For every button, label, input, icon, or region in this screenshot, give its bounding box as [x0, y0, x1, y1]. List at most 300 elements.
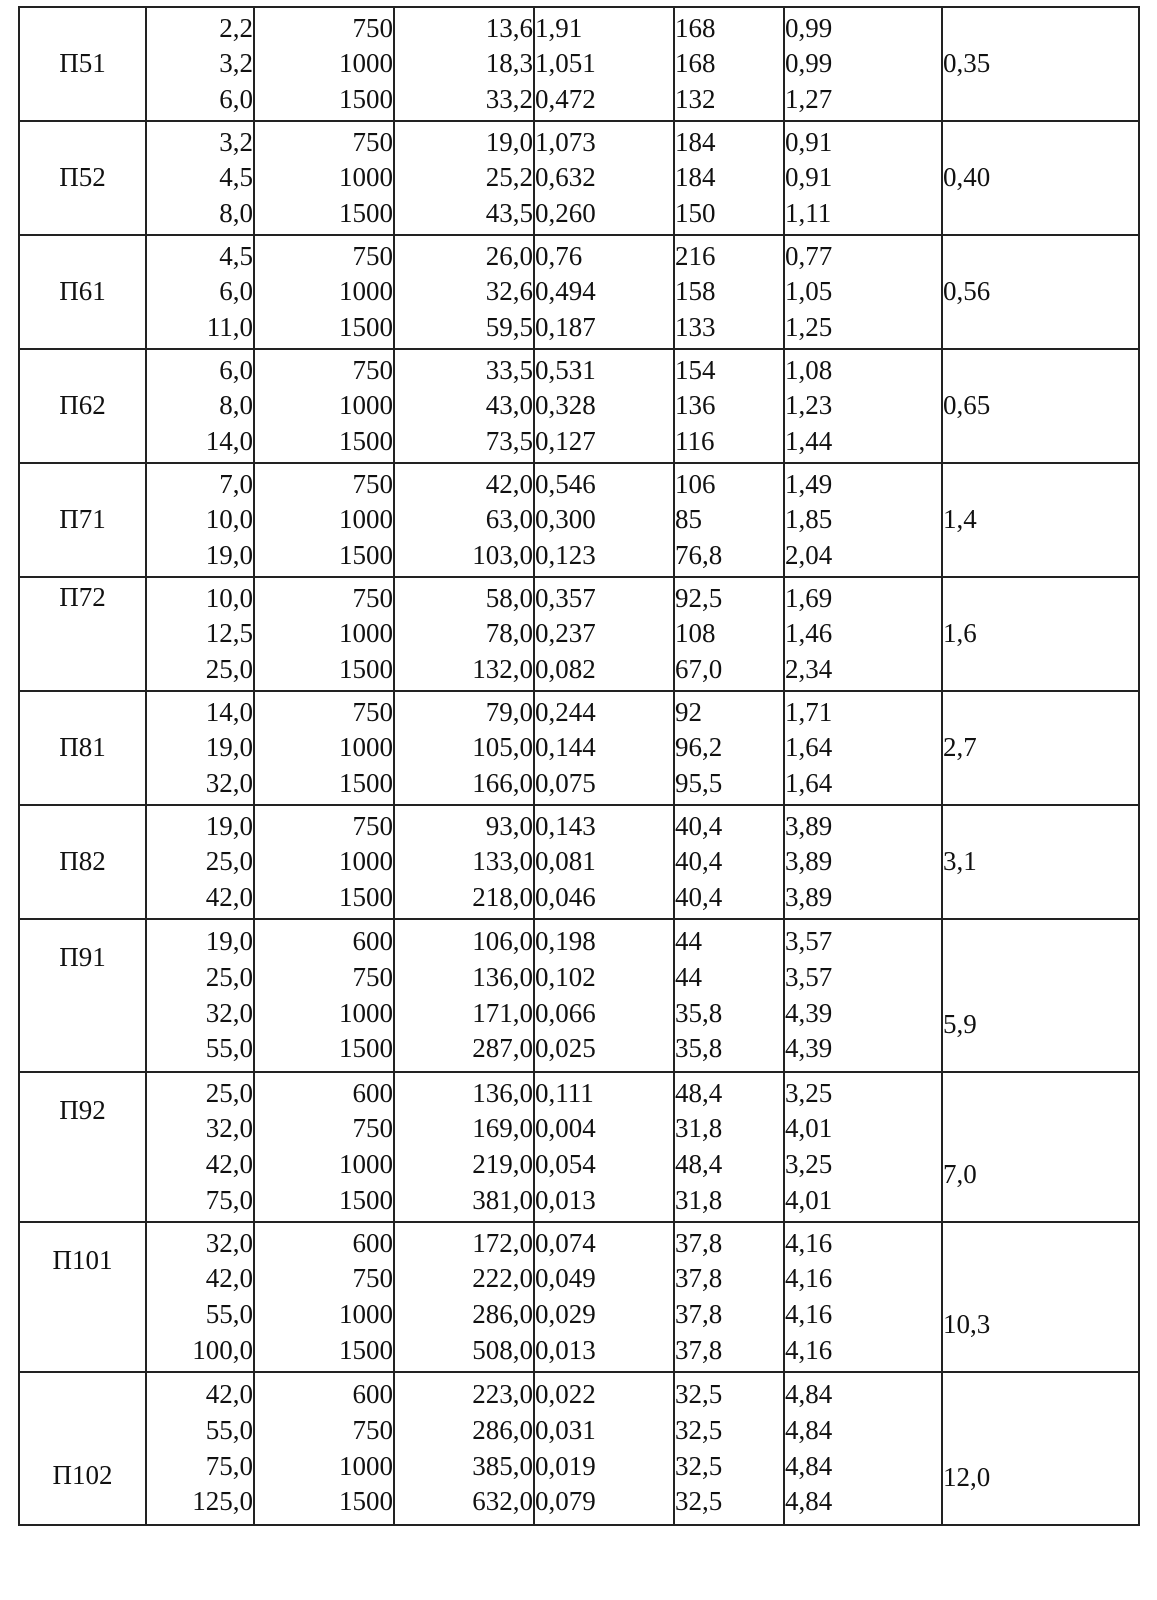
- value-line: 43,0: [485, 390, 533, 421]
- value-line: 1,08: [785, 354, 833, 385]
- value-line: 154: [675, 354, 716, 385]
- value-line: 6,0: [219, 83, 253, 114]
- value-line: 19,0: [205, 732, 253, 763]
- value-line: 0,127: [535, 425, 596, 456]
- value-line: 750: [352, 12, 393, 43]
- value-line: 216: [675, 240, 716, 271]
- speed-cell: [254, 1222, 394, 1372]
- value-line: 0,075: [535, 767, 596, 798]
- value-line: 33,5: [485, 354, 533, 385]
- model-label: П72: [59, 582, 106, 612]
- value-line: 750: [352, 582, 393, 613]
- last-value: 7,0: [943, 1159, 977, 1190]
- value-line: 42,0: [205, 1149, 253, 1179]
- last-value-cell: [942, 805, 1139, 919]
- value-line: 25,0: [205, 1077, 253, 1108]
- power-cell: [146, 349, 254, 463]
- value-line: 3,89: [785, 846, 833, 877]
- value-line: 0,074: [535, 1227, 596, 1258]
- value-line: 218,0: [472, 881, 533, 912]
- model-label: П61: [59, 276, 106, 307]
- value-line: 1000: [339, 997, 393, 1028]
- value-line: 1,073: [535, 126, 596, 157]
- value-line: 1000: [339, 48, 393, 79]
- value-line: 3,25: [785, 1149, 833, 1179]
- torque-cell: [394, 805, 534, 919]
- value-line: 0,054: [535, 1149, 596, 1179]
- value-line: 3,57: [785, 926, 833, 957]
- value-line: 1500: [339, 881, 393, 912]
- value-line: 0,102: [535, 961, 596, 992]
- value-line: 1000: [339, 618, 393, 649]
- value-line: 0,187: [535, 311, 596, 342]
- value-line: 0,472: [535, 83, 596, 114]
- value-line: 750: [352, 468, 393, 499]
- ratio-cell: [784, 1072, 942, 1222]
- value-line: 95,5: [675, 767, 723, 798]
- torque-cell: [394, 235, 534, 349]
- model-label: П92: [59, 1095, 106, 1125]
- resistance-cell: [534, 919, 674, 1072]
- value-line: 0,237: [535, 618, 596, 649]
- last-value-cell: [942, 1372, 1139, 1525]
- model-label: П51: [59, 48, 106, 79]
- table-body: [19, 7, 1139, 1525]
- power-cell: [146, 235, 254, 349]
- value-line: 125,0: [192, 1486, 253, 1517]
- ratio-cell: [784, 805, 942, 919]
- last-value-cell: [942, 577, 1139, 691]
- value-line: 3,2: [219, 48, 253, 79]
- value-line: 1500: [339, 767, 393, 798]
- value-line: 750: [352, 1263, 393, 1294]
- value-line: 32,0: [205, 997, 253, 1028]
- torque-cell: [394, 349, 534, 463]
- value-line: 136,0: [472, 1077, 533, 1108]
- value-line: 4,5: [219, 162, 253, 193]
- value-line: 1,71: [785, 696, 833, 727]
- value-line: 1,91: [535, 12, 583, 43]
- torque-cell: [394, 577, 534, 691]
- resistance-cell: [534, 121, 674, 235]
- table-row: [19, 121, 1139, 235]
- value-line: 168: [675, 48, 716, 79]
- value-line: 40,4: [675, 810, 723, 841]
- value-line: 1000: [339, 1450, 393, 1481]
- value-line: 12,5: [205, 618, 253, 649]
- last-value: 5,9: [943, 1009, 977, 1040]
- value-line: 85: [675, 504, 702, 535]
- ratio-cell: [784, 1222, 942, 1372]
- power-cell: [146, 7, 254, 121]
- model-label: П91: [59, 942, 106, 972]
- ratio-cell: [784, 463, 942, 577]
- value-line: 158: [675, 276, 716, 307]
- last-value-cell: [942, 919, 1139, 1072]
- value-line: 0,049: [535, 1263, 596, 1294]
- value-line: 10,0: [205, 582, 253, 613]
- value-line: 100,0: [192, 1334, 253, 1365]
- value-line: 1500: [339, 425, 393, 456]
- resistance-cell: [534, 1072, 674, 1222]
- resistance-cell: [534, 235, 674, 349]
- value-line: 1,27: [785, 83, 833, 114]
- ratio-cell: [784, 349, 942, 463]
- model-label: П71: [59, 504, 106, 535]
- value-line: 0,244: [535, 696, 596, 727]
- table-row: [19, 805, 1139, 919]
- value-line: 750: [352, 126, 393, 157]
- value-line: 6,0: [219, 276, 253, 307]
- value-line: 79,0: [485, 696, 533, 727]
- value-line: 0,025: [535, 1033, 596, 1064]
- value-line: 3,25: [785, 1077, 833, 1108]
- value-line: 13,6: [485, 12, 533, 43]
- value-line: 18,3: [485, 48, 533, 79]
- value-line: 32,0: [205, 767, 253, 798]
- model-cell: [19, 919, 146, 1072]
- model-cell: [19, 577, 146, 691]
- value-line: 35,8: [675, 1033, 723, 1064]
- model-label: П82: [59, 846, 106, 877]
- value-line: 31,8: [675, 1184, 723, 1215]
- value-line: 32,5: [675, 1486, 723, 1517]
- value-line: 0,079: [535, 1486, 596, 1517]
- value-line: 0,019: [535, 1450, 596, 1481]
- value-line: 0,260: [535, 197, 596, 228]
- table-row: [19, 1372, 1139, 1525]
- value-line: 0,081: [535, 846, 596, 877]
- model-cell: [19, 1372, 146, 1525]
- value-line: 750: [352, 354, 393, 385]
- value-line: 169,0: [472, 1113, 533, 1144]
- value-line: 8,0: [219, 197, 253, 228]
- value-line: 4,84: [785, 1450, 833, 1481]
- value-line: 1500: [339, 83, 393, 114]
- last-value: 3,1: [943, 846, 977, 877]
- table-row: [19, 691, 1139, 805]
- resistance-cell: [534, 7, 674, 121]
- model-label: П81: [59, 732, 106, 763]
- value-line: 40,4: [675, 846, 723, 877]
- model-cell: [19, 1222, 146, 1372]
- value-line: 78,0: [485, 618, 533, 649]
- last-value: 1,4: [943, 504, 977, 535]
- value-line: 32,5: [675, 1414, 723, 1445]
- last-value: 10,3: [943, 1309, 991, 1340]
- value-line: 184: [675, 126, 716, 157]
- power-cell: [146, 919, 254, 1072]
- value-line: 106: [675, 468, 716, 499]
- last-value-cell: [942, 7, 1139, 121]
- value-line: 286,0: [472, 1299, 533, 1329]
- last-value: 2,7: [943, 732, 977, 763]
- value-line: 0,91: [785, 162, 833, 193]
- model-cell: [19, 7, 146, 121]
- ratio-cell: [784, 121, 942, 235]
- value-line: 750: [352, 810, 393, 841]
- value-line: 116: [675, 425, 715, 456]
- value-line: 105,0: [472, 732, 533, 763]
- torque-cell: [394, 1372, 534, 1525]
- value-line: 42,0: [205, 881, 253, 912]
- last-value-cell: [942, 691, 1139, 805]
- value-line: 381,0: [472, 1184, 533, 1215]
- model-cell: [19, 1072, 146, 1222]
- value-line: 48,4: [675, 1077, 723, 1108]
- power-cell: [146, 691, 254, 805]
- value-line: 76,8: [675, 539, 723, 570]
- value-line: 133,0: [472, 846, 533, 877]
- value-line: 0,494: [535, 276, 596, 307]
- factor-cell: [674, 919, 784, 1072]
- power-cell: [146, 1072, 254, 1222]
- value-line: 55,0: [205, 1033, 253, 1064]
- power-cell: [146, 577, 254, 691]
- speed-cell: [254, 577, 394, 691]
- factor-cell: [674, 349, 784, 463]
- speed-cell: [254, 349, 394, 463]
- value-line: 132,0: [472, 653, 533, 684]
- value-line: 19,0: [485, 126, 533, 157]
- ratio-cell: [784, 7, 942, 121]
- table-row: [19, 577, 1139, 691]
- value-line: 0,123: [535, 539, 596, 570]
- resistance-cell: [534, 577, 674, 691]
- value-line: 0,77: [785, 240, 833, 271]
- factor-cell: [674, 463, 784, 577]
- value-line: 4,84: [785, 1486, 833, 1517]
- value-line: 1,64: [785, 732, 833, 763]
- value-line: 1000: [339, 504, 393, 535]
- value-line: 32,6: [485, 276, 533, 307]
- model-cell: [19, 463, 146, 577]
- value-line: 1000: [339, 390, 393, 421]
- model-cell: [19, 805, 146, 919]
- value-line: 7,0: [219, 468, 253, 499]
- value-line: 286,0: [472, 1414, 533, 1445]
- last-value: 0,65: [943, 390, 991, 421]
- value-line: 4,84: [785, 1414, 833, 1445]
- value-line: 4,01: [785, 1184, 833, 1215]
- value-line: 632,0: [472, 1486, 533, 1517]
- value-line: 750: [352, 1113, 393, 1144]
- value-line: 0,031: [535, 1414, 596, 1445]
- value-line: 1000: [339, 732, 393, 763]
- value-line: 0,013: [535, 1334, 596, 1365]
- resistance-cell: [534, 349, 674, 463]
- value-line: 0,144: [535, 732, 596, 763]
- last-value: 0,35: [943, 48, 991, 79]
- value-line: 4,39: [785, 1033, 833, 1064]
- value-line: 96,2: [675, 732, 723, 763]
- value-line: 14,0: [205, 696, 253, 727]
- value-line: 55,0: [205, 1414, 253, 1445]
- model-cell: [19, 691, 146, 805]
- value-line: 42,0: [485, 468, 533, 499]
- value-line: 600: [352, 1077, 393, 1108]
- value-line: 4,16: [785, 1227, 833, 1258]
- factor-cell: [674, 1072, 784, 1222]
- value-line: 42,0: [205, 1263, 253, 1294]
- value-line: 75,0: [205, 1184, 253, 1215]
- value-line: 0,76: [535, 240, 583, 271]
- torque-cell: [394, 1072, 534, 1222]
- value-line: 63,0: [485, 504, 533, 535]
- value-line: 0,013: [535, 1184, 596, 1215]
- value-line: 0,046: [535, 881, 596, 912]
- value-line: 1,64: [785, 767, 833, 798]
- spec-sheet: [18, 6, 1138, 1586]
- value-line: 166,0: [472, 767, 533, 798]
- value-line: 32,0: [205, 1227, 253, 1258]
- value-line: 25,0: [205, 846, 253, 877]
- ratio-cell: [784, 235, 942, 349]
- value-line: 43,5: [485, 197, 533, 228]
- table-row: [19, 349, 1139, 463]
- value-line: 3,89: [785, 881, 833, 912]
- value-line: 750: [352, 961, 393, 992]
- value-line: 1500: [339, 1334, 393, 1365]
- value-line: 1,46: [785, 618, 833, 649]
- last-value-cell: [942, 1222, 1139, 1372]
- speed-cell: [254, 1372, 394, 1525]
- torque-cell: [394, 121, 534, 235]
- value-line: 1500: [339, 653, 393, 684]
- value-line: 600: [352, 1379, 393, 1410]
- ratio-cell: [784, 919, 942, 1072]
- value-line: 0,111: [535, 1077, 594, 1108]
- ratio-cell: [784, 1372, 942, 1525]
- value-line: 0,99: [785, 48, 833, 79]
- value-line: 4,16: [785, 1263, 833, 1294]
- value-line: 150: [675, 197, 716, 228]
- value-line: 3,57: [785, 961, 833, 992]
- value-line: 136: [675, 390, 716, 421]
- value-line: 8,0: [219, 390, 253, 421]
- speed-cell: [254, 691, 394, 805]
- value-line: 750: [352, 240, 393, 271]
- value-line: 750: [352, 1414, 393, 1445]
- value-line: 6,0: [219, 354, 253, 385]
- value-line: 0,143: [535, 810, 596, 841]
- table-row: [19, 919, 1139, 1072]
- speed-cell: [254, 805, 394, 919]
- value-line: 600: [352, 926, 393, 957]
- power-cell: [146, 463, 254, 577]
- value-line: 92: [675, 696, 702, 727]
- speed-cell: [254, 121, 394, 235]
- factor-cell: [674, 7, 784, 121]
- value-line: 26,0: [485, 240, 533, 271]
- value-line: 0,546: [535, 468, 596, 499]
- value-line: 1000: [339, 162, 393, 193]
- motor-spec-table: [18, 6, 1140, 1526]
- value-line: 3,2: [219, 126, 253, 157]
- value-line: 32,5: [675, 1450, 723, 1481]
- value-line: 14,0: [205, 425, 253, 456]
- value-line: 171,0: [472, 997, 533, 1028]
- factor-cell: [674, 577, 784, 691]
- power-cell: [146, 805, 254, 919]
- value-line: 1000: [339, 276, 393, 307]
- speed-cell: [254, 235, 394, 349]
- value-line: 108: [675, 618, 716, 649]
- power-cell: [146, 121, 254, 235]
- value-line: 132: [675, 83, 716, 114]
- value-line: 0,082: [535, 653, 596, 684]
- value-line: 0,029: [535, 1299, 596, 1329]
- torque-cell: [394, 463, 534, 577]
- factor-cell: [674, 1372, 784, 1525]
- value-line: 1500: [339, 1033, 393, 1064]
- table-row: [19, 7, 1139, 121]
- value-line: 10,0: [205, 504, 253, 535]
- value-line: 35,8: [675, 997, 723, 1028]
- value-line: 600: [352, 1227, 393, 1258]
- value-line: 0,300: [535, 504, 596, 535]
- last-value-cell: [942, 349, 1139, 463]
- value-line: 1500: [339, 311, 393, 342]
- value-line: 219,0: [472, 1149, 533, 1179]
- value-line: 136,0: [472, 961, 533, 992]
- value-line: 33,2: [485, 83, 533, 114]
- last-value: 12,0: [943, 1462, 991, 1493]
- value-line: 4,5: [219, 240, 253, 271]
- value-line: 4,16: [785, 1334, 833, 1365]
- value-line: 19,0: [205, 810, 253, 841]
- factor-cell: [674, 805, 784, 919]
- last-value: 1,6: [943, 618, 977, 649]
- table-row: [19, 1222, 1139, 1372]
- value-line: 25,0: [205, 653, 253, 684]
- value-line: 32,5: [675, 1379, 723, 1410]
- value-line: 1000: [339, 846, 393, 877]
- table-row: [19, 1072, 1139, 1222]
- value-line: 0,357: [535, 582, 596, 613]
- value-line: 106,0: [472, 926, 533, 957]
- value-line: 172,0: [472, 1227, 533, 1258]
- value-line: 222,0: [472, 1263, 533, 1294]
- table-row: [19, 463, 1139, 577]
- value-line: 92,5: [675, 582, 723, 613]
- speed-cell: [254, 919, 394, 1072]
- value-line: 1000: [339, 1299, 393, 1329]
- resistance-cell: [534, 463, 674, 577]
- power-cell: [146, 1372, 254, 1525]
- value-line: 37,8: [675, 1334, 723, 1365]
- value-line: 4,01: [785, 1113, 833, 1144]
- value-line: 3,89: [785, 810, 833, 841]
- value-line: 37,8: [675, 1227, 723, 1258]
- value-line: 59,5: [485, 311, 533, 342]
- table-row: [19, 235, 1139, 349]
- value-line: 0,022: [535, 1379, 596, 1410]
- value-line: 1500: [339, 539, 393, 570]
- value-line: 44: [675, 926, 702, 957]
- value-line: 1500: [339, 1486, 393, 1517]
- value-line: 1,25: [785, 311, 833, 342]
- value-line: 223,0: [472, 1379, 533, 1410]
- power-cell: [146, 1222, 254, 1372]
- value-line: 1,85: [785, 504, 833, 535]
- value-line: 385,0: [472, 1450, 533, 1481]
- value-line: 25,2: [485, 162, 533, 193]
- value-line: 0,066: [535, 997, 596, 1028]
- value-line: 42,0: [205, 1379, 253, 1410]
- value-line: 37,8: [675, 1263, 723, 1294]
- resistance-cell: [534, 691, 674, 805]
